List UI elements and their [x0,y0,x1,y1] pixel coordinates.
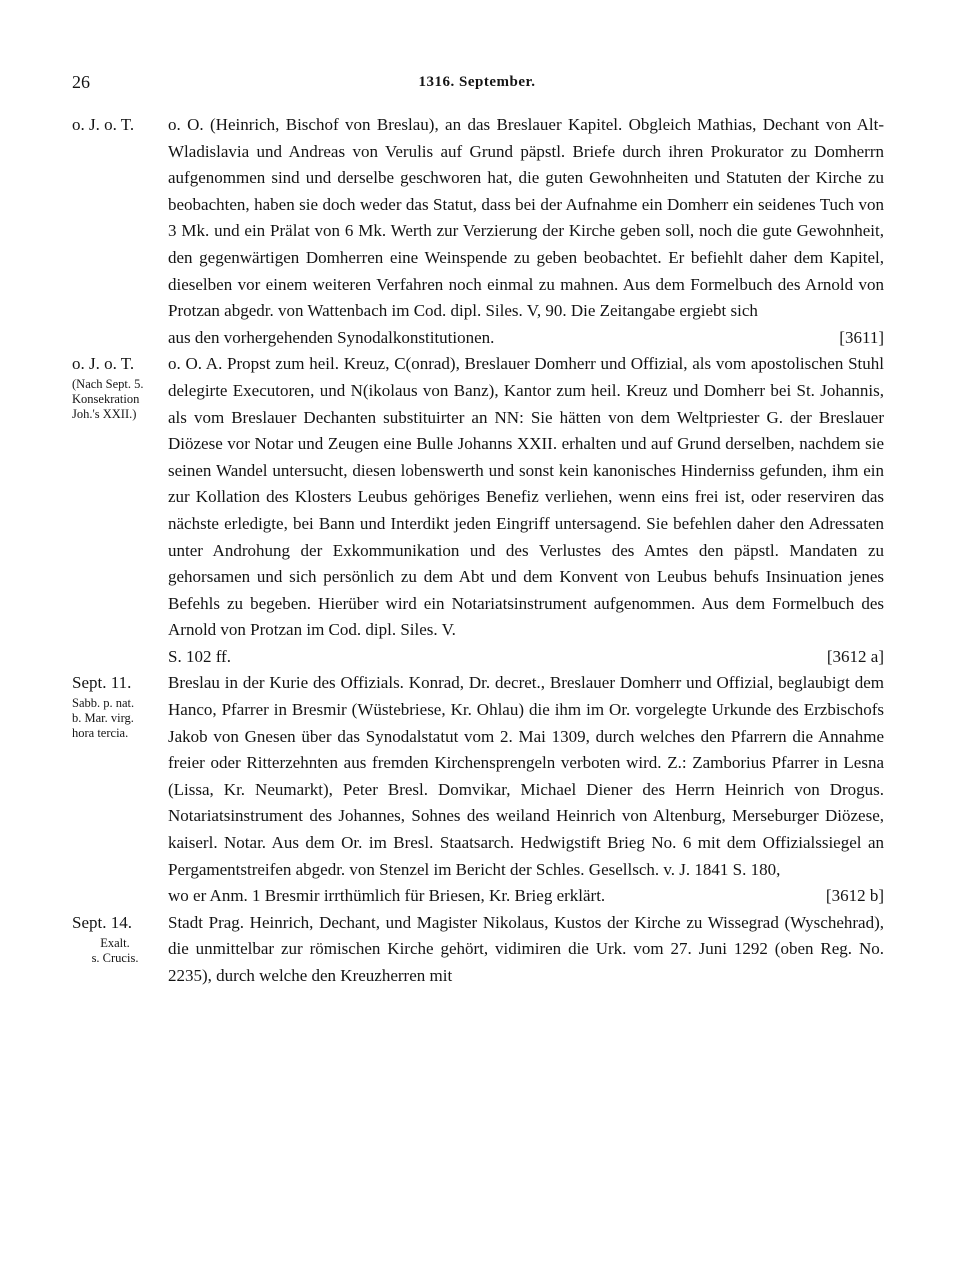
entry-last-line [168,883,884,910]
margin-note: (Nach Sept. 5. [72,377,144,392]
entry-text: o. O. A. Propst zum heil. Kreuz, C(onrad), Breslauer Domherr und Offizial, als vom apostolischen Stuhl delegirte Executoren, und N(ikolaus von Banz), Kantor zum heil. Kreuz und Domherr bei St. Johannis, als vom Breslauer Dechanten substituirter an NN: Sie hätten von dem Weltpriester G. der Breslauer Diözese vor Notar und Zeugen eine Bulle Johanns XXII. erhalten und auf Grund derselben, nachdem sie seinen Wandel untersucht, diesen lobenswerth und sonst kein kanonisches Hinderniss gefunden, ihm ein zur Kollation des Klosters Leubus gehöriges Benefiz verliehen, wenn eins frei ist, oder reserviren das nächste erledigte, bei Bann und Interdikt jeden Eingriff untersagend. Sie befehlen daher den Adressaten unter Androhung der Exkommunikation und des Verlustes des Amtes den päpstl. Mandaten zu gehorsamen und sich persönlich zu dem Abt und dem Konvent von Leubus behufs Insinuation jenes Befehls zu begeben. Hierüber wird ein Notariatsinstrument aufgenommen. Aus dem Formelbuch des Arnold von Protzan im Cod. dipl. Siles. V. [168,354,884,640]
regest-number: [3612 a] [826,646,884,666]
regest-entry-3611 [72,112,884,351]
margin-note: Konsekration [72,392,140,407]
entry-text: Stadt Prag. Heinrich, Dechant, und Magister Nikolaus, Kustos der Kirche zu Wissegrad (Wyschehrad), die unmittelbar zur römischen Kirche gehört, vidimiren die Urk. vom 27. Juni 1292 (oben Reg. No. 2235), durch welche den Kreuzherren mit [168,912,884,985]
page-header [72,72,882,102]
margin-note: s. Crucis. [91,950,139,965]
margin-note: hora tercia. [72,726,129,741]
entry-body [168,112,884,351]
entry-last-line [168,325,884,352]
margin-note: Exalt. [100,935,130,950]
margin-column [72,670,172,741]
margin-date: Sept. 14. [72,912,132,932]
regest-number: [3611] [839,327,884,347]
regest-number: [3612 b] [825,886,884,906]
entry-text-last: aus den vorhergehenden Synodalkonstitutionen. [168,327,495,347]
margin-date: o. J. o. T. [72,354,135,374]
regest-list [72,112,884,990]
margin-column [72,351,172,422]
margin-date: Sept. 11. [72,673,132,693]
entry-body [168,351,884,670]
margin-column [72,112,172,138]
running-title: 1316. September. [418,74,536,90]
page-number: 26 [72,72,90,92]
regest-entry-3612b [72,670,884,909]
entry-body [168,910,884,990]
margin-column [72,910,172,966]
entry-text-last: wo er Anm. 1 Bresmir irrthümlich für Briesen, Kr. Brieg erklärt. [168,886,606,906]
margin-note: Joh.'s XXII.) [72,407,137,422]
regest-entry-3612a [72,351,884,670]
margin-note: Sabb. p. nat. [72,696,135,711]
regest-entry-next [72,910,884,990]
entry-text: o. O. (Heinrich, Bischof von Breslau), an das Breslauer Kapitel. Obgleich Mathias, Dechant von Alt-Wladislavia und Andreas von Verulis auf Grund päpstl. Briefe durch ihren Prokurator zu Domherrn aufgenommen sind und derselbe geschworen hat, die guten Gewohnheiten und Statuten der Kirche zu beobachten, haben sie doch weder das Statut, dass bei der Aufnahme ein Domherr ein seidenes Tuch von 3 Mk. und ein Prälat von 6 Mk. Werth zur Verzierung der Kirche geben soll, noch die gute Gewohnheit, den gegenwärtigen Domherren eine Weinspende zu geben beobachtet. Er befiehlt daher dem Kapitel, dieselben vor einem weiteren Verfahren noch einmal zu mahnen. Aus dem Formelbuch des Arnold von Protzan abgedr. von Wattenbach im Cod. dipl. Siles. V, 90. Die Zeitangabe ergiebt sich [168,115,884,321]
margin-note: b. Mar. virg. [72,711,134,726]
entry-body [168,670,884,909]
margin-date: o. J. o. T. [72,115,135,134]
entry-last-line [168,644,884,671]
entry-text: Breslau in der Kurie des Offizials. Konrad, Dr. decret., Breslauer Domherr und Offizial, beglaubigt dem Hanco, Pfarrer in Bresmir (Wüstebriese, Kr. Ohlau) die ihm im Or. vorgelegte Urkunde des Erzbischofs Jakob von Gnesen über das Synodalstatut vom 2. Mai 1309, durch welches den Pfarrern die Annahme freier oder Ritterzehnten aus fremden Kirchensprengeln verboten wird. Z.: Zamborius Pfarrer in Lesna (Lissa, Kr. Neumarkt), Peter Bresl. Domvikar, Michael Diener des Herrn Heinrich von Drogus. Notariatsinstrument des Johannes, Sohnes des weiland Heinrich von Altenburg, Merseburger Diözese, kaiserl. Notar. Aus dem Or. im Bresl. Staatsarch. Hedwigstift Brieg No. 6 mit dem Offizialssiegel an Pergamentstreifen abgedr. von Stenzel im Bericht der Schles. Gesellsch. v. J. 1841 S. 180, [168,673,884,879]
entry-text-last: S. 102 ff. [168,646,231,666]
